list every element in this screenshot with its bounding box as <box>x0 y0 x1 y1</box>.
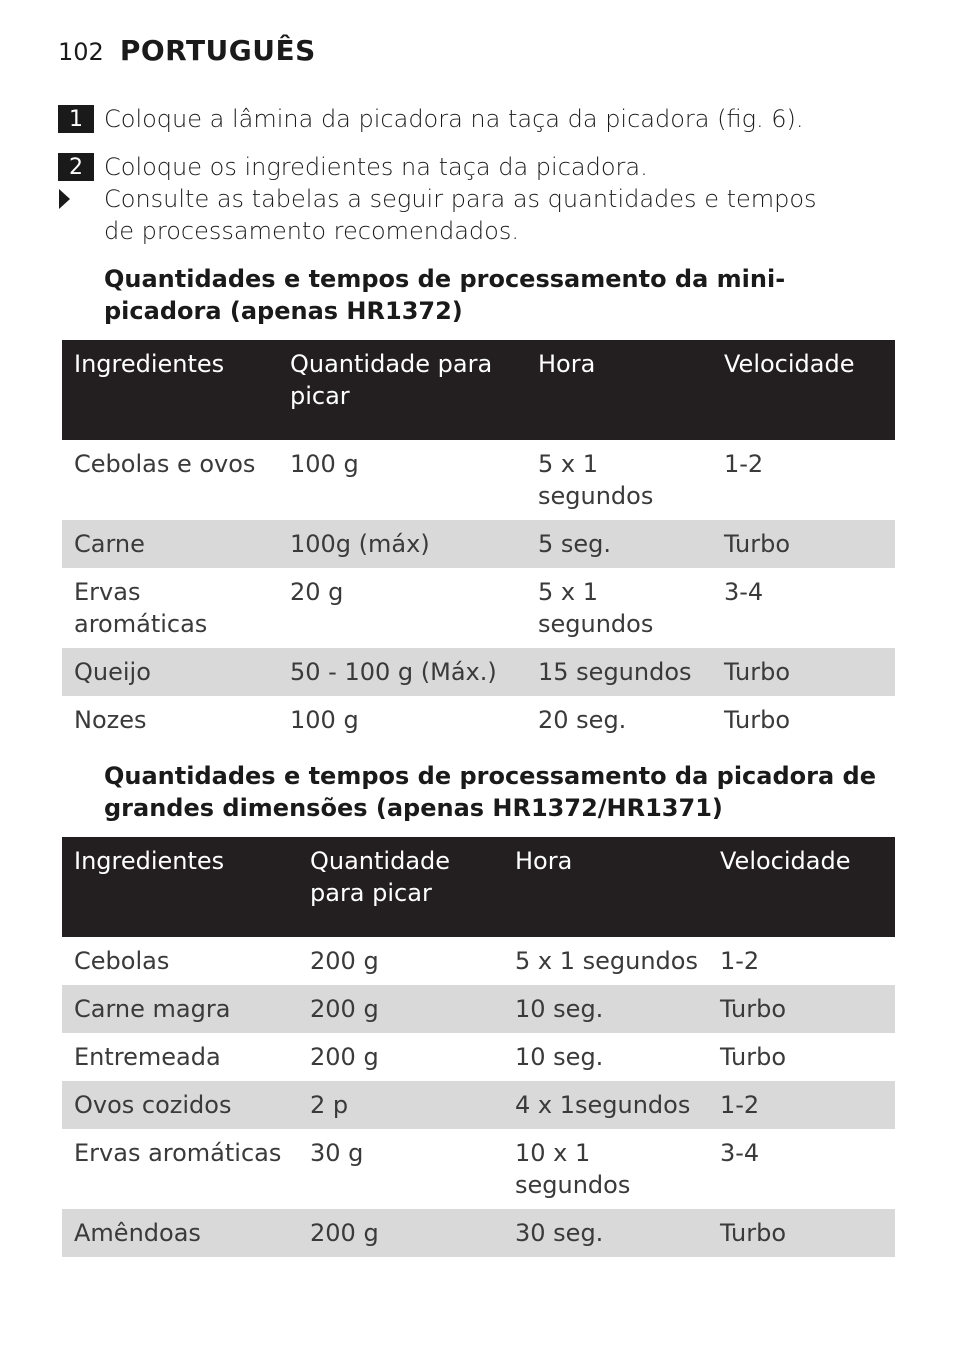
page-number: 102 <box>58 38 104 66</box>
large-chopper-table <box>62 837 895 1257</box>
language-title: PORTUGUÊS <box>119 34 316 67</box>
table-row <box>62 568 895 648</box>
table-cell: Amêndoas <box>62 1209 298 1257</box>
table-cell: 50 - 100 g (Máx.) <box>278 648 526 696</box>
table-cell: 100g (máx) <box>278 520 526 568</box>
column-header: Velocidade <box>708 837 895 937</box>
table-row <box>62 985 895 1033</box>
step-number: 2 <box>58 153 94 181</box>
table-cell: 5 seg. <box>526 520 712 568</box>
table-cell: 5 x 1 segundos <box>515 947 698 975</box>
mini-table-title: Quantidades e tempos de processamento da mini-picadora (apenas HR1372) <box>104 265 786 325</box>
table-cell: 200 g <box>310 947 379 975</box>
column-header: Quantidade para picar <box>278 340 526 440</box>
table-cell: Turbo <box>720 1043 787 1071</box>
table-row <box>62 696 895 744</box>
table-cell: Cebolas <box>74 947 170 975</box>
step-1-text: Coloque a lâmina da picadora na taça da picadora (fig. 6). <box>104 105 804 133</box>
column-header: Hora <box>503 837 708 937</box>
table-cell: 20 g <box>290 578 344 606</box>
table-cell: Turbo <box>712 520 895 568</box>
table-row <box>62 440 895 520</box>
table-cell: 15 segundos <box>526 648 712 696</box>
bullet-arrow-icon <box>58 187 72 211</box>
table-row <box>62 1129 895 1209</box>
step-2 <box>58 152 94 181</box>
table-cell: Ovos cozidos <box>62 1081 298 1129</box>
table-cell: Ervas aromáticas <box>74 1139 282 1167</box>
table-row <box>62 1209 895 1257</box>
table-cell: 100 g <box>290 706 359 734</box>
step-1 <box>58 104 94 133</box>
table-cell: Nozes <box>74 706 147 734</box>
table-row <box>62 1081 895 1129</box>
table-cell: 3-4 <box>724 578 764 606</box>
table-cell: Turbo <box>724 706 791 734</box>
table-cell: 2 p <box>298 1081 503 1129</box>
table-cell: Turbo <box>708 1209 895 1257</box>
table-cell: Cebolas e ovos <box>74 450 256 478</box>
table-cell: Turbo <box>708 985 895 1033</box>
table-cell: Turbo <box>712 648 895 696</box>
step-2-text: Coloque os ingredientes na taça da picadora. <box>104 153 648 181</box>
table-cell: 3-4 <box>720 1139 760 1167</box>
column-header: Ingredientes <box>62 340 278 440</box>
table-row <box>62 648 895 696</box>
table-cell: 10 seg. <box>503 985 708 1033</box>
table-cell: 200 g <box>298 985 503 1033</box>
table-cell: 1-2 <box>724 450 764 478</box>
table-cell: 30 g <box>310 1139 364 1167</box>
table-cell: 100 g <box>290 450 359 478</box>
table-cell: 4 x 1segundos <box>503 1081 708 1129</box>
column-header: Hora <box>526 340 712 440</box>
table-cell: 5 x 1 segundos <box>538 578 654 638</box>
table-header-row <box>62 340 895 440</box>
column-header: Ingredientes <box>62 837 298 937</box>
table-cell: Carne magra <box>62 985 298 1033</box>
table-cell: 10 seg. <box>515 1043 604 1071</box>
table-header-row <box>62 837 895 937</box>
bullet-text: Consulte as tabelas a seguir para as quantidades e tempos de processamento recomendados. <box>104 185 817 245</box>
table-cell: Ervas aromáticas <box>74 578 208 638</box>
table-cell: 1-2 <box>720 947 760 975</box>
table-cell: Entremeada <box>74 1043 221 1071</box>
table-cell: 200 g <box>310 1043 379 1071</box>
table-cell: 20 seg. <box>538 706 627 734</box>
table-cell: 10 x 1 segundos <box>515 1139 631 1199</box>
page-header <box>58 34 316 67</box>
table-cell: Carne <box>62 520 278 568</box>
table-row <box>62 937 895 985</box>
large-table-title: Quantidades e tempos de processamento da picadora de grandes dimensões (apenas HR1372/HR1371) <box>104 762 876 822</box>
table-cell: Queijo <box>62 648 278 696</box>
mini-chopper-table <box>62 340 895 744</box>
table-cell: 5 x 1 segundos <box>538 450 654 510</box>
table-cell: 200 g <box>298 1209 503 1257</box>
table-row <box>62 1033 895 1081</box>
table-cell: 1-2 <box>708 1081 895 1129</box>
table-cell: 30 seg. <box>503 1209 708 1257</box>
column-header: Quantidade para picar <box>298 837 503 937</box>
table-row <box>62 520 895 568</box>
step-number: 1 <box>58 105 94 133</box>
column-header: Velocidade <box>712 340 895 440</box>
